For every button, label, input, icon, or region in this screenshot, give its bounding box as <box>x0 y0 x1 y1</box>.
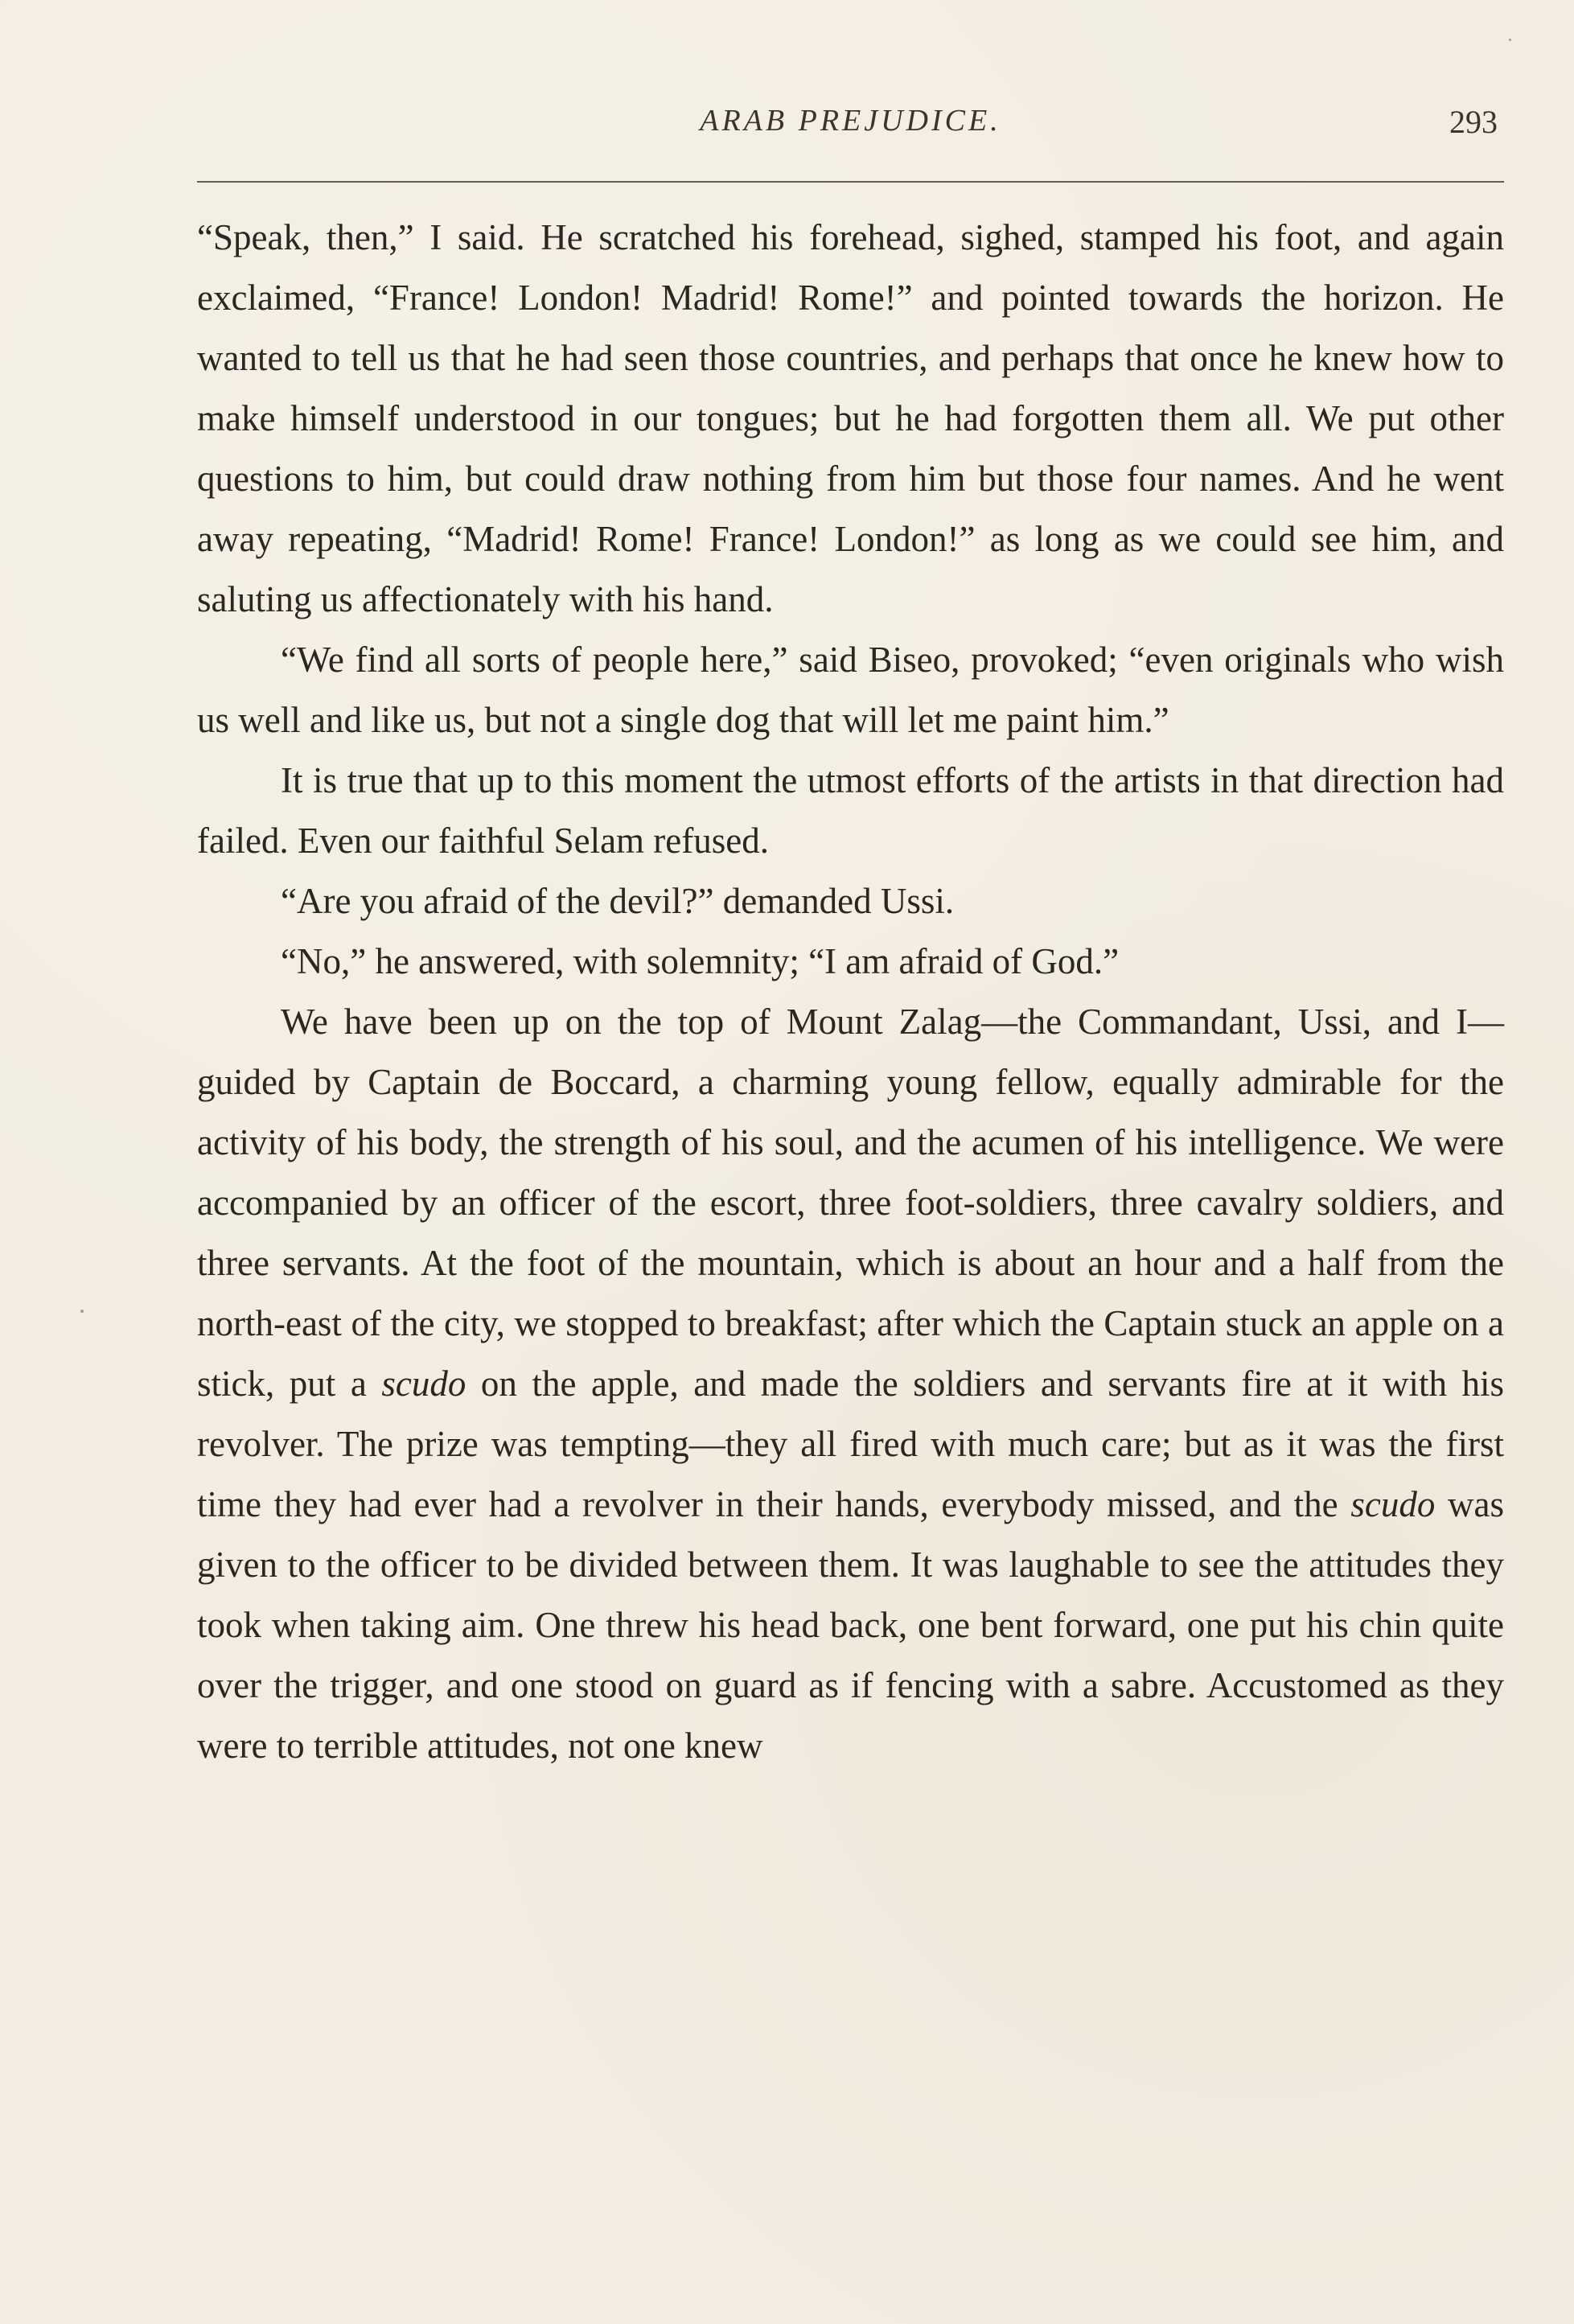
paragraph <box>197 751 1504 871</box>
paragraph-text: It is true that up to this moment the utmost efforts of the artists in that direction had failed. Even our faithful Selam refused. <box>197 760 1504 861</box>
paragraph-text: was given to the officer to be divided between them. It was laughable to see the attitudes they took when taking aim. One threw his head back, one bent forward, one put his chin quite over the trigger, and one stood on guard as if fencing with a sabre. Accustomed as they were to terrible attitudes, not one knew <box>197 1484 1505 1766</box>
page-text <box>197 208 1504 1776</box>
paper-speck <box>1509 39 1511 41</box>
paragraph <box>197 208 1504 630</box>
paper-speck <box>80 1310 84 1313</box>
paragraph-text: on the apple, and made the soldiers and servants fire at it with his revolver. The prize was tempting—they all fired with much care; but as it was the first time they had ever had a revolver in their hands, everybody missed, and the <box>197 1364 1505 1524</box>
paragraph-text: “Are you afraid of the devil?” demanded Ussi. <box>281 881 955 921</box>
page-header <box>197 103 1504 159</box>
paragraph-text: “We find all sorts of people here,” said Biseo, provoked; “even originals who wish us well and like us, but not a single dog that will let me paint him.” <box>197 640 1504 740</box>
running-title: ARAB PREJUDICE. <box>700 104 1001 138</box>
paragraph-text: “No,” he answered, with solemnity; “I am afraid of God.” <box>281 941 1120 981</box>
paragraph-text: We have been up on the top of Mount Zalag—the Commandant, Ussi, and I—guided by Captain de Boccard, a charming young fellow, equally admirable for the activity of his body, the strength of his soul, and the acumen of his intelligence. We were accompanied by an officer of the escort, three foot-soldiers, three cavalry soldiers, and three servants. At the foot of the mountain, which is about an hour and a half from the north-east of the city, we stopped to breakfast; after which the Captain stuck an apple on a stick, put a <box>197 1002 1504 1404</box>
italic-term: scudo <box>1350 1484 1436 1524</box>
paragraph <box>197 630 1504 751</box>
paragraph <box>197 932 1504 992</box>
paragraph <box>197 992 1504 1776</box>
italic-term: scudo <box>381 1364 466 1404</box>
header-rule <box>197 181 1504 183</box>
paragraph <box>197 871 1504 932</box>
paragraph-text: “Speak, then,” I said. He scratched his forehead, sighed, stamped his foot, and again exclaimed, “France! London! Madrid! Rome!” and pointed towards the horizon. He wanted to tell us that he had seen those countries, and perhaps that once he knew how to make himself understood in our tongues; but he had forgotten them all. We put other questions to him, but could draw nothing from him but those four names. And he went away repeating, “Madrid! Rome! France! London!” as long as we could see him, and saluting us affectionately with his hand. <box>197 217 1504 619</box>
page-number: 293 <box>1449 104 1498 140</box>
